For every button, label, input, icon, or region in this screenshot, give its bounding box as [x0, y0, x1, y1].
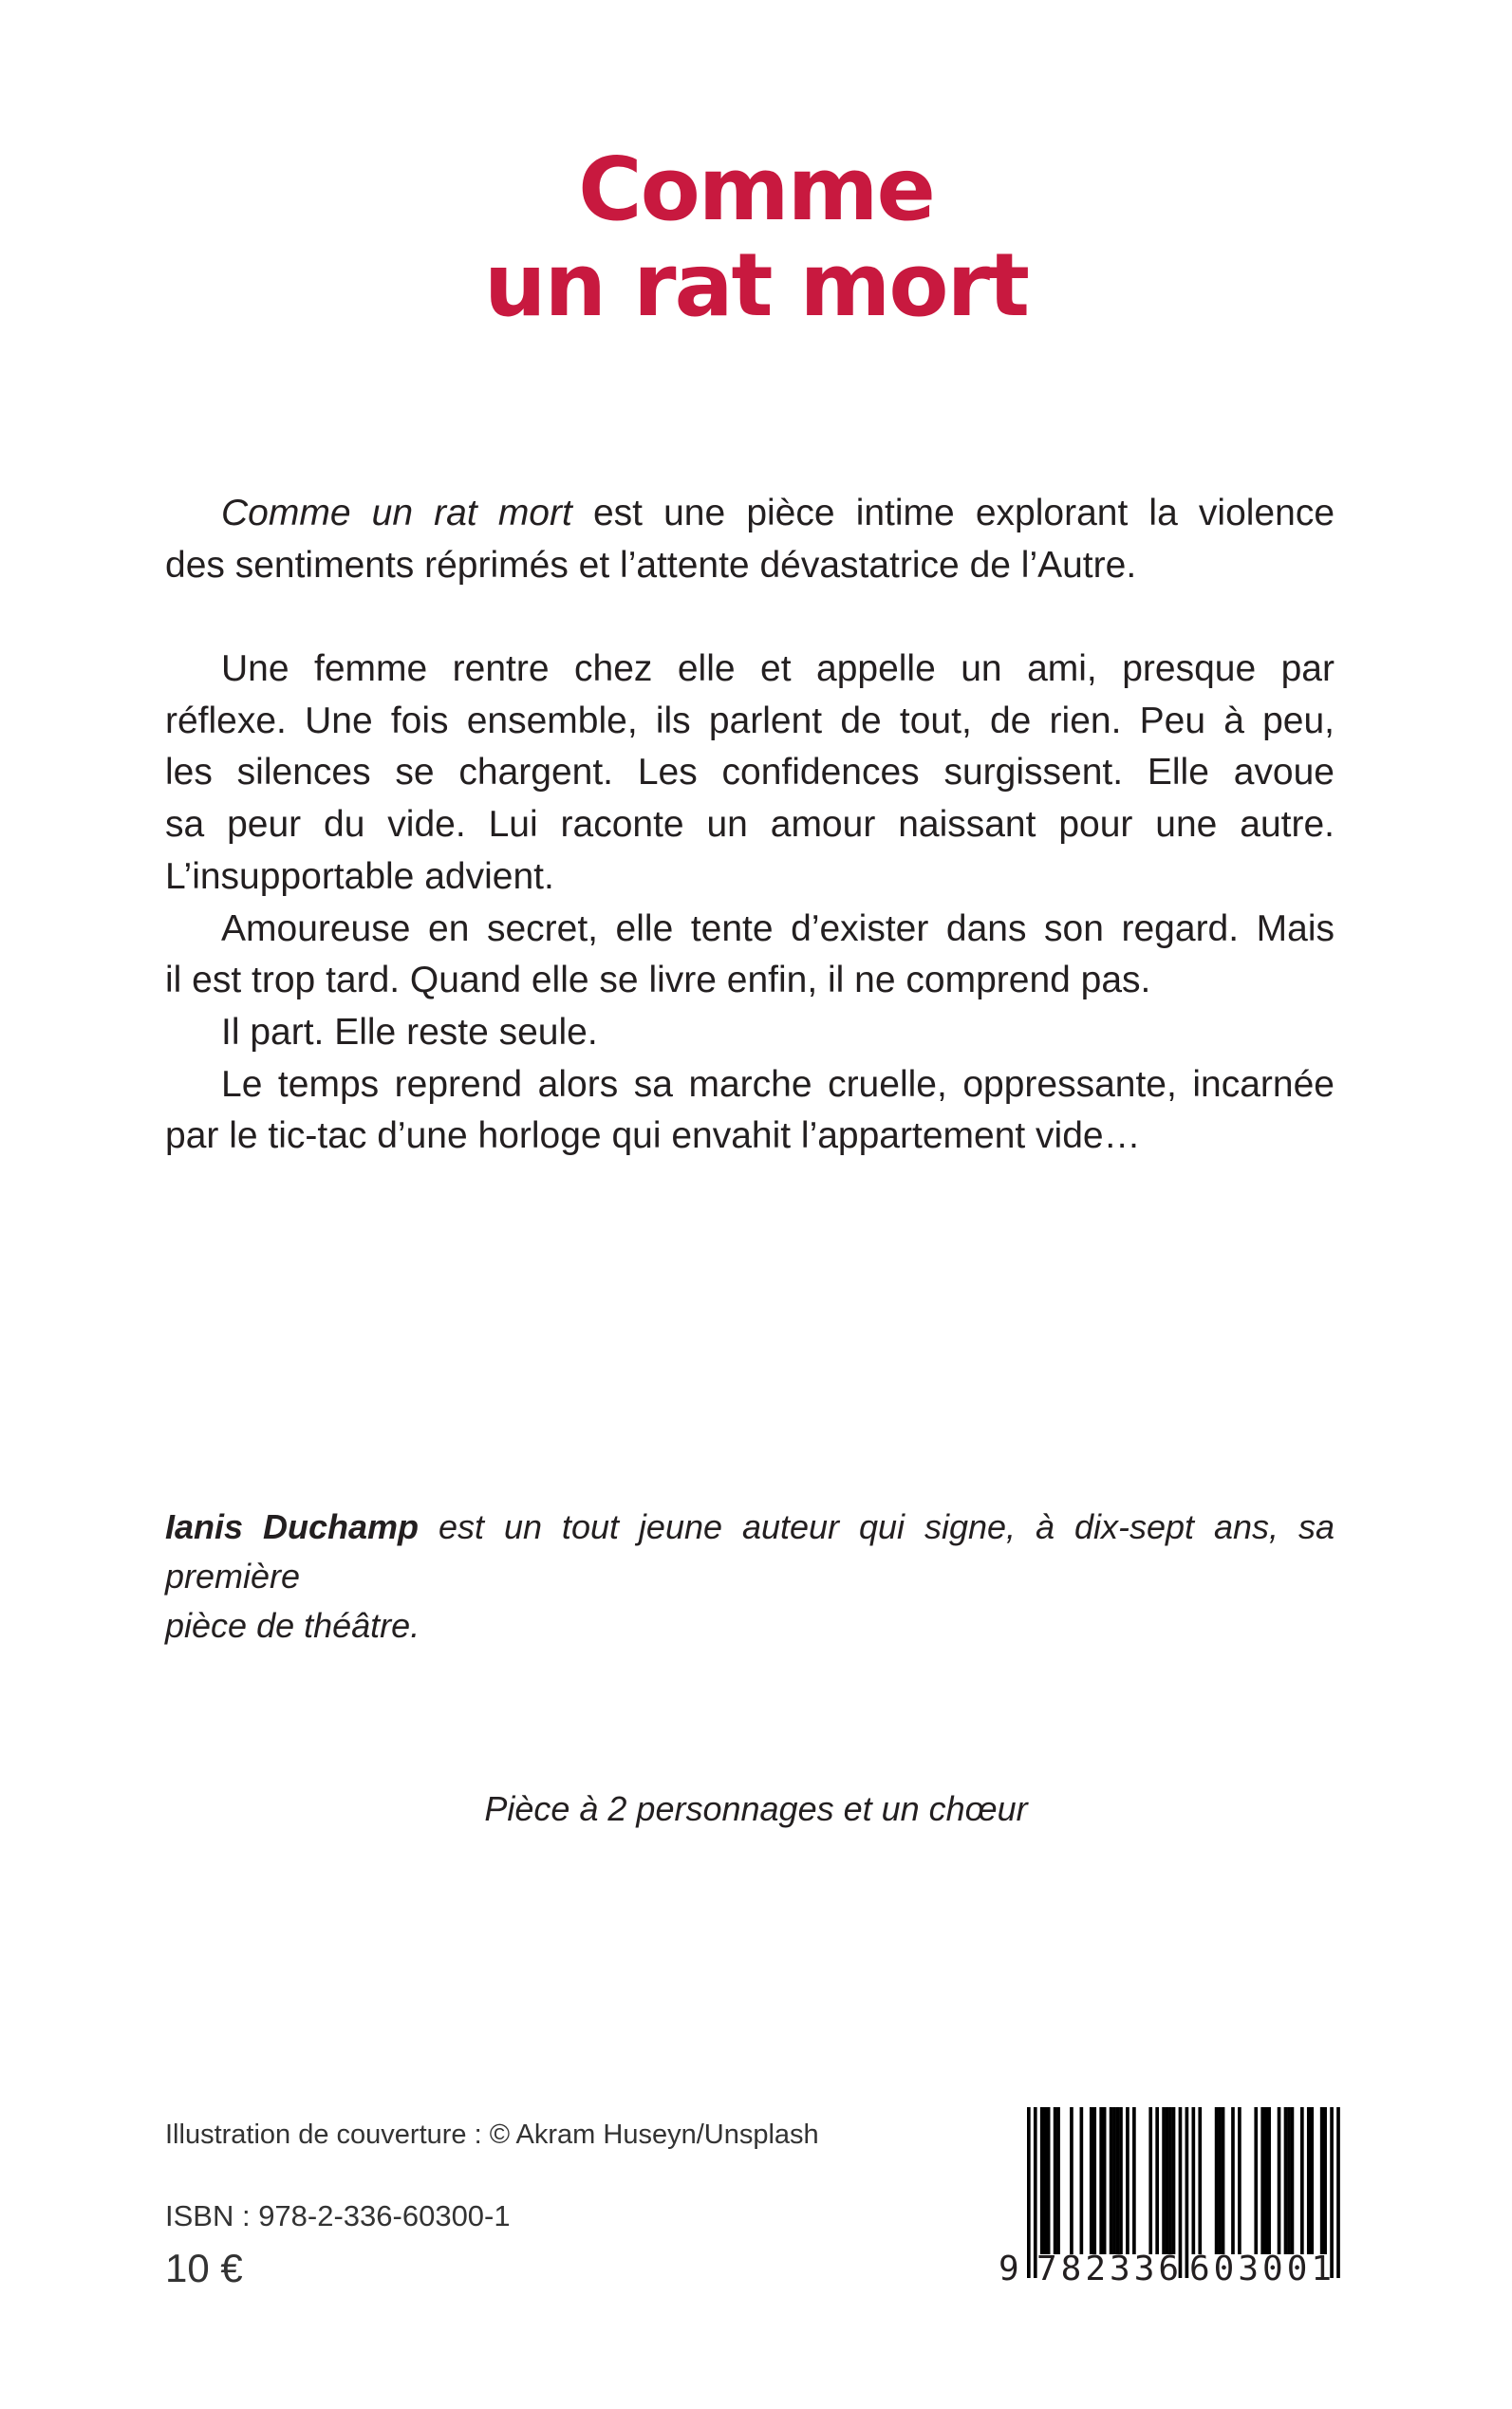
barcode-bar [1168, 2107, 1172, 2254]
barcode-bar [1215, 2107, 1219, 2254]
barcode-bar [1267, 2107, 1271, 2254]
book-title-line-2: un rat mort [484, 234, 1028, 336]
blurb-line: Une femme rentre chez elle et appelle un ami, presque par [221, 648, 1335, 690]
barcode-bar [1027, 2107, 1031, 2278]
barcode-bar [1254, 2107, 1258, 2254]
barcode-bar [1119, 2107, 1123, 2254]
book-title-line-1: Comme [578, 139, 934, 240]
blurb-spacer [165, 591, 1335, 644]
blurb-line: Amoureuse en secret, elle tente d’exister dans son regard. Mais [221, 907, 1335, 949]
blurb-line: les silences se chargent. Les confidences surgissent. Elle avoue [165, 752, 1335, 794]
blurb-line: L’insupportable advient. [165, 855, 554, 897]
barcode-bar [1043, 2107, 1047, 2254]
author-bio [165, 1503, 1335, 1651]
isbn: ISBN : 978-2-336-60300-1 [165, 2199, 511, 2232]
barcode-bar [1260, 2107, 1264, 2254]
cast-note: Pièce à 2 personnages et un chœur [484, 1789, 1028, 1828]
barcode-bar [1040, 2107, 1044, 2254]
barcode-bar [1166, 2107, 1169, 2254]
barcode-bar [1126, 2107, 1129, 2254]
barcode-bar [1155, 2107, 1159, 2254]
barcode-bar [1054, 2107, 1057, 2254]
barcode-bar [1090, 2107, 1093, 2254]
barcode-bar [1222, 2107, 1225, 2254]
blurb-line: Il part. Elle reste seule. [221, 1011, 598, 1053]
barcode-bar [1148, 2107, 1152, 2254]
barcode-bar [1192, 2107, 1196, 2254]
price: 10 € [165, 2246, 243, 2290]
barcode-bar [1056, 2107, 1060, 2254]
barcode-bar [1132, 2107, 1136, 2254]
blurb-line: Le temps reprend alors sa marche cruelle, oppressante, incarnée [221, 1063, 1335, 1105]
blurb-line: sa peur du vide. Lui raconte un amour naissant pour une autre. [165, 804, 1335, 846]
cover-credit: Illustration de couverture : © Akram Huseyn/Unsplash [165, 2120, 819, 2150]
bio-text: est un tout jeune auteur qui signe, à dix-sept ans, sa première [165, 1507, 1335, 1596]
barcode-right-digits: 603001 [1189, 2250, 1336, 2288]
barcode-bar [1231, 2107, 1235, 2254]
barcode-bar [1278, 2107, 1281, 2254]
barcode-bar [1099, 2107, 1103, 2254]
barcode-left-digits: 782336 [1036, 2250, 1184, 2288]
barcode-bar [1218, 2107, 1222, 2254]
barcode-bar [1323, 2107, 1327, 2254]
barcode-bar [1284, 2107, 1288, 2254]
barcode-bar [1320, 2107, 1324, 2254]
barcode-bar [1103, 2107, 1107, 2254]
barcode-bar [1080, 2107, 1084, 2254]
barcode-bar [1112, 2107, 1116, 2254]
author-name: Ianis Duchamp [165, 1507, 420, 1546]
barcode-bar [1310, 2107, 1314, 2254]
blurb-line: il est trop tard. Quand elle se livre enfin, il ne comprend pas. [165, 960, 1151, 1001]
barcode-bar [1110, 2107, 1113, 2254]
blurb-line [165, 488, 1335, 540]
barcode-bar [1092, 2107, 1096, 2254]
blurb-text: est une pièce intime explorant la violence [571, 493, 1335, 533]
barcode-bar [1238, 2107, 1241, 2254]
barcode-first-digit: 9 [999, 2250, 1023, 2288]
barcode-bar [1300, 2107, 1304, 2254]
barcode-bar [1198, 2107, 1202, 2254]
barcode-bar [1172, 2107, 1176, 2254]
blurb [165, 488, 1335, 1163]
blurb-title-italic: Comme un rat mort [221, 493, 572, 533]
barcode-bar [1307, 2107, 1311, 2254]
barcode-bar [1291, 2107, 1295, 2254]
blurb-line: par le tic-tac d’une horloge qui envahit l’appartement vide… [165, 1115, 1141, 1157]
barcode-bar [1287, 2107, 1291, 2254]
barcode-bar [1070, 2107, 1073, 2254]
barcode-bar [1185, 2107, 1189, 2278]
barcode-bar [1162, 2107, 1166, 2254]
barcode-bar [1264, 2107, 1268, 2254]
barcode-bar [1336, 2107, 1340, 2278]
bio-line: pièce de théâtre. [165, 1606, 420, 1645]
barcode-bar [1047, 2107, 1051, 2254]
blurb-line: des sentiments réprimés et l’attente dévastatrice de l’Autre. [165, 544, 1137, 586]
barcode-bar [1116, 2107, 1120, 2254]
blurb-line: réflexe. Une fois ensemble, ils parlent de tout, de rien. Peu à peu, [165, 700, 1335, 741]
bio-line [165, 1503, 1335, 1601]
